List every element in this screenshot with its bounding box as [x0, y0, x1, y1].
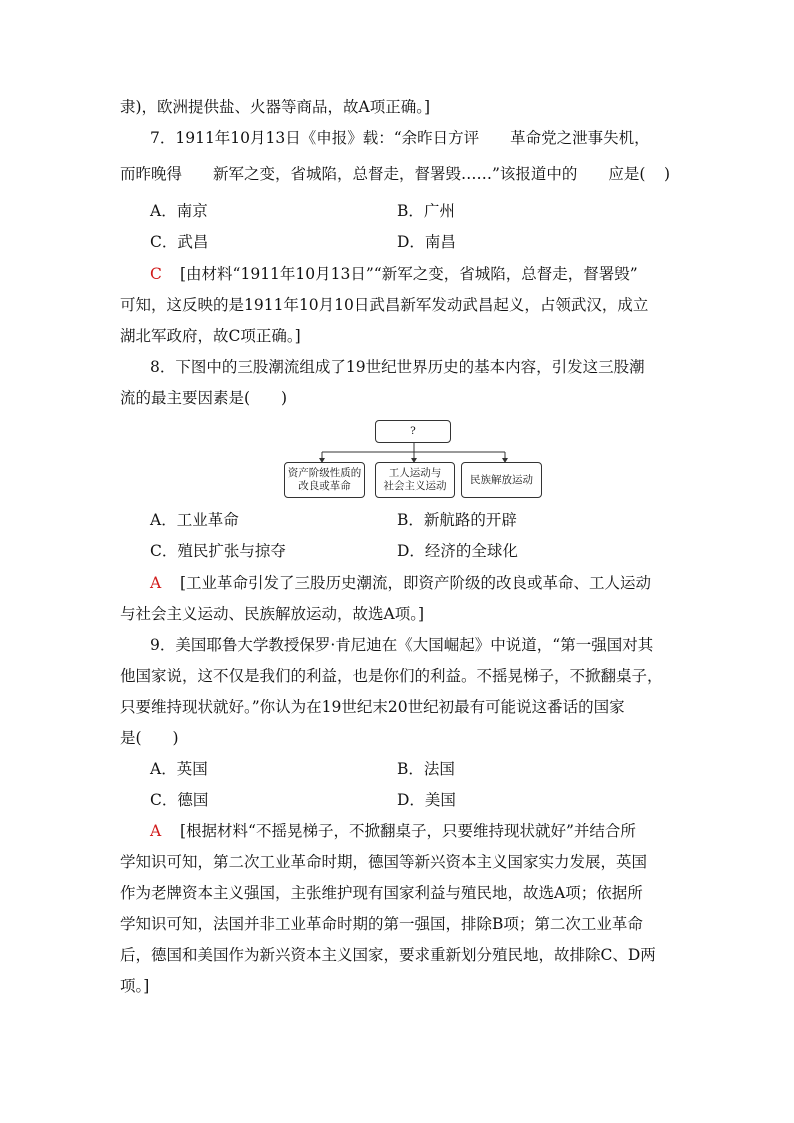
- diagram-label: 改良或革命: [298, 480, 351, 492]
- diagram-label: 社会主义运动: [383, 480, 447, 492]
- q7-option-a: A．南京: [150, 202, 208, 220]
- question-9-stem-cont: 是( ): [120, 729, 179, 747]
- q9-explanation: [根据材料“不摇晃梯子，不掀翻桌子，只要维持现状就好”并结合所: [180, 822, 636, 840]
- q9-explanation: 作为老牌资本主义强国，主张维护现有国家利益与殖民地，故选A项；依据所: [120, 884, 643, 902]
- q7-option-c: C．武昌: [150, 233, 209, 251]
- question-8-stem: 8．下图中的三股潮流组成了19世纪世界历史的基本内容，引发这三股潮: [150, 358, 645, 376]
- q8-explanation: 与社会主义运动、民族解放运动，故选A项。]: [120, 605, 424, 623]
- question-7-stem: 7．1911年10月13日《申报》载：“余昨日方评 革命党之泄事失机，: [150, 129, 650, 147]
- flow-diagram: [283, 418, 545, 500]
- q8-explanation: [工业革命引发了三股历史潮流，即资产阶级的改良或革命、工人运动: [180, 574, 652, 592]
- question-7-paren-close: ): [664, 165, 671, 183]
- question-8-stem-cont: 流的最主要因素是( ): [120, 389, 288, 407]
- q9-explanation: 学知识可知，第二次工业革命时期，德国等新兴资本主义国家实力发展，英国: [120, 853, 648, 871]
- question-9-stem-cont: 只要维持现状就好。”你认为在19世纪末20世纪初最有可能说这番话的国家: [120, 698, 625, 716]
- q9-explanation: 学知识可知，法国并非工业革命时期的第一强国，排除B项；第二次工业革命: [120, 915, 643, 933]
- q7-option-d: D．南昌: [397, 233, 456, 251]
- q9-option-c: C．德国: [150, 791, 209, 809]
- diagram-label: 工人运动与: [388, 467, 442, 479]
- diagram-label: 民族解放运动: [470, 473, 533, 486]
- q7-option-b: B．广州: [397, 202, 455, 220]
- diagram-question-mark: ?: [410, 425, 416, 437]
- q7-explanation: 可知，这反映的是1911年10月10日武昌新军发动武昌起义，占领武汉，成立: [120, 296, 649, 314]
- q7-explanation: 湖北军政府，故C项正确。]: [120, 327, 301, 345]
- q9-answer: A: [150, 822, 162, 840]
- q9-option-b: B．法国: [397, 760, 455, 778]
- q9-explanation: 项。]: [120, 977, 150, 995]
- q9-explanation: 后，德国和美国作为新兴资本主义国家，要求重新划分殖民地，故排除C、D两: [120, 946, 656, 964]
- q9-option-d: D．美国: [397, 791, 456, 809]
- question-9-stem: 9．美国耶鲁大学教授保罗·肯尼迪在《大国崛起》中说道，“第一强国对其: [150, 636, 654, 654]
- question-9-stem-cont: 他国家说，这不仅是我们的利益，也是你们的利益。不摇晃梯子，不掀翻桌子，: [120, 667, 663, 685]
- q8-option-c: C．殖民扩张与掠夺: [150, 542, 286, 560]
- q7-explanation: [由材料“1911年10月13日”“新军之变，省城陷，总督走，督署毁”: [180, 265, 638, 283]
- diagram-label: 资产阶级性质的: [287, 467, 362, 479]
- q7-answer: C: [150, 265, 162, 283]
- diagram-cause-box: [375, 420, 451, 443]
- q8-option-a: A．工业革命: [150, 511, 239, 529]
- text-line: 隶)，欧洲提供盐、火器等商品，故A项正确。]: [120, 98, 431, 116]
- diagram-box-bourgeois-reform: [284, 462, 365, 498]
- q9-option-a: A．英国: [150, 760, 208, 778]
- q8-answer: A: [150, 574, 162, 592]
- q8-option-b: B．新航路的开辟: [397, 511, 517, 529]
- q8-option-d: D．经济的全球化: [397, 542, 518, 560]
- diagram-box-workers-movement: [375, 462, 455, 498]
- diagram-box-national-liberation: [461, 462, 542, 498]
- question-7-stem-cont: 而昨晚得 新军之变，省城陷，总督走，督署毁……”该报道中的 应是(: [120, 165, 646, 183]
